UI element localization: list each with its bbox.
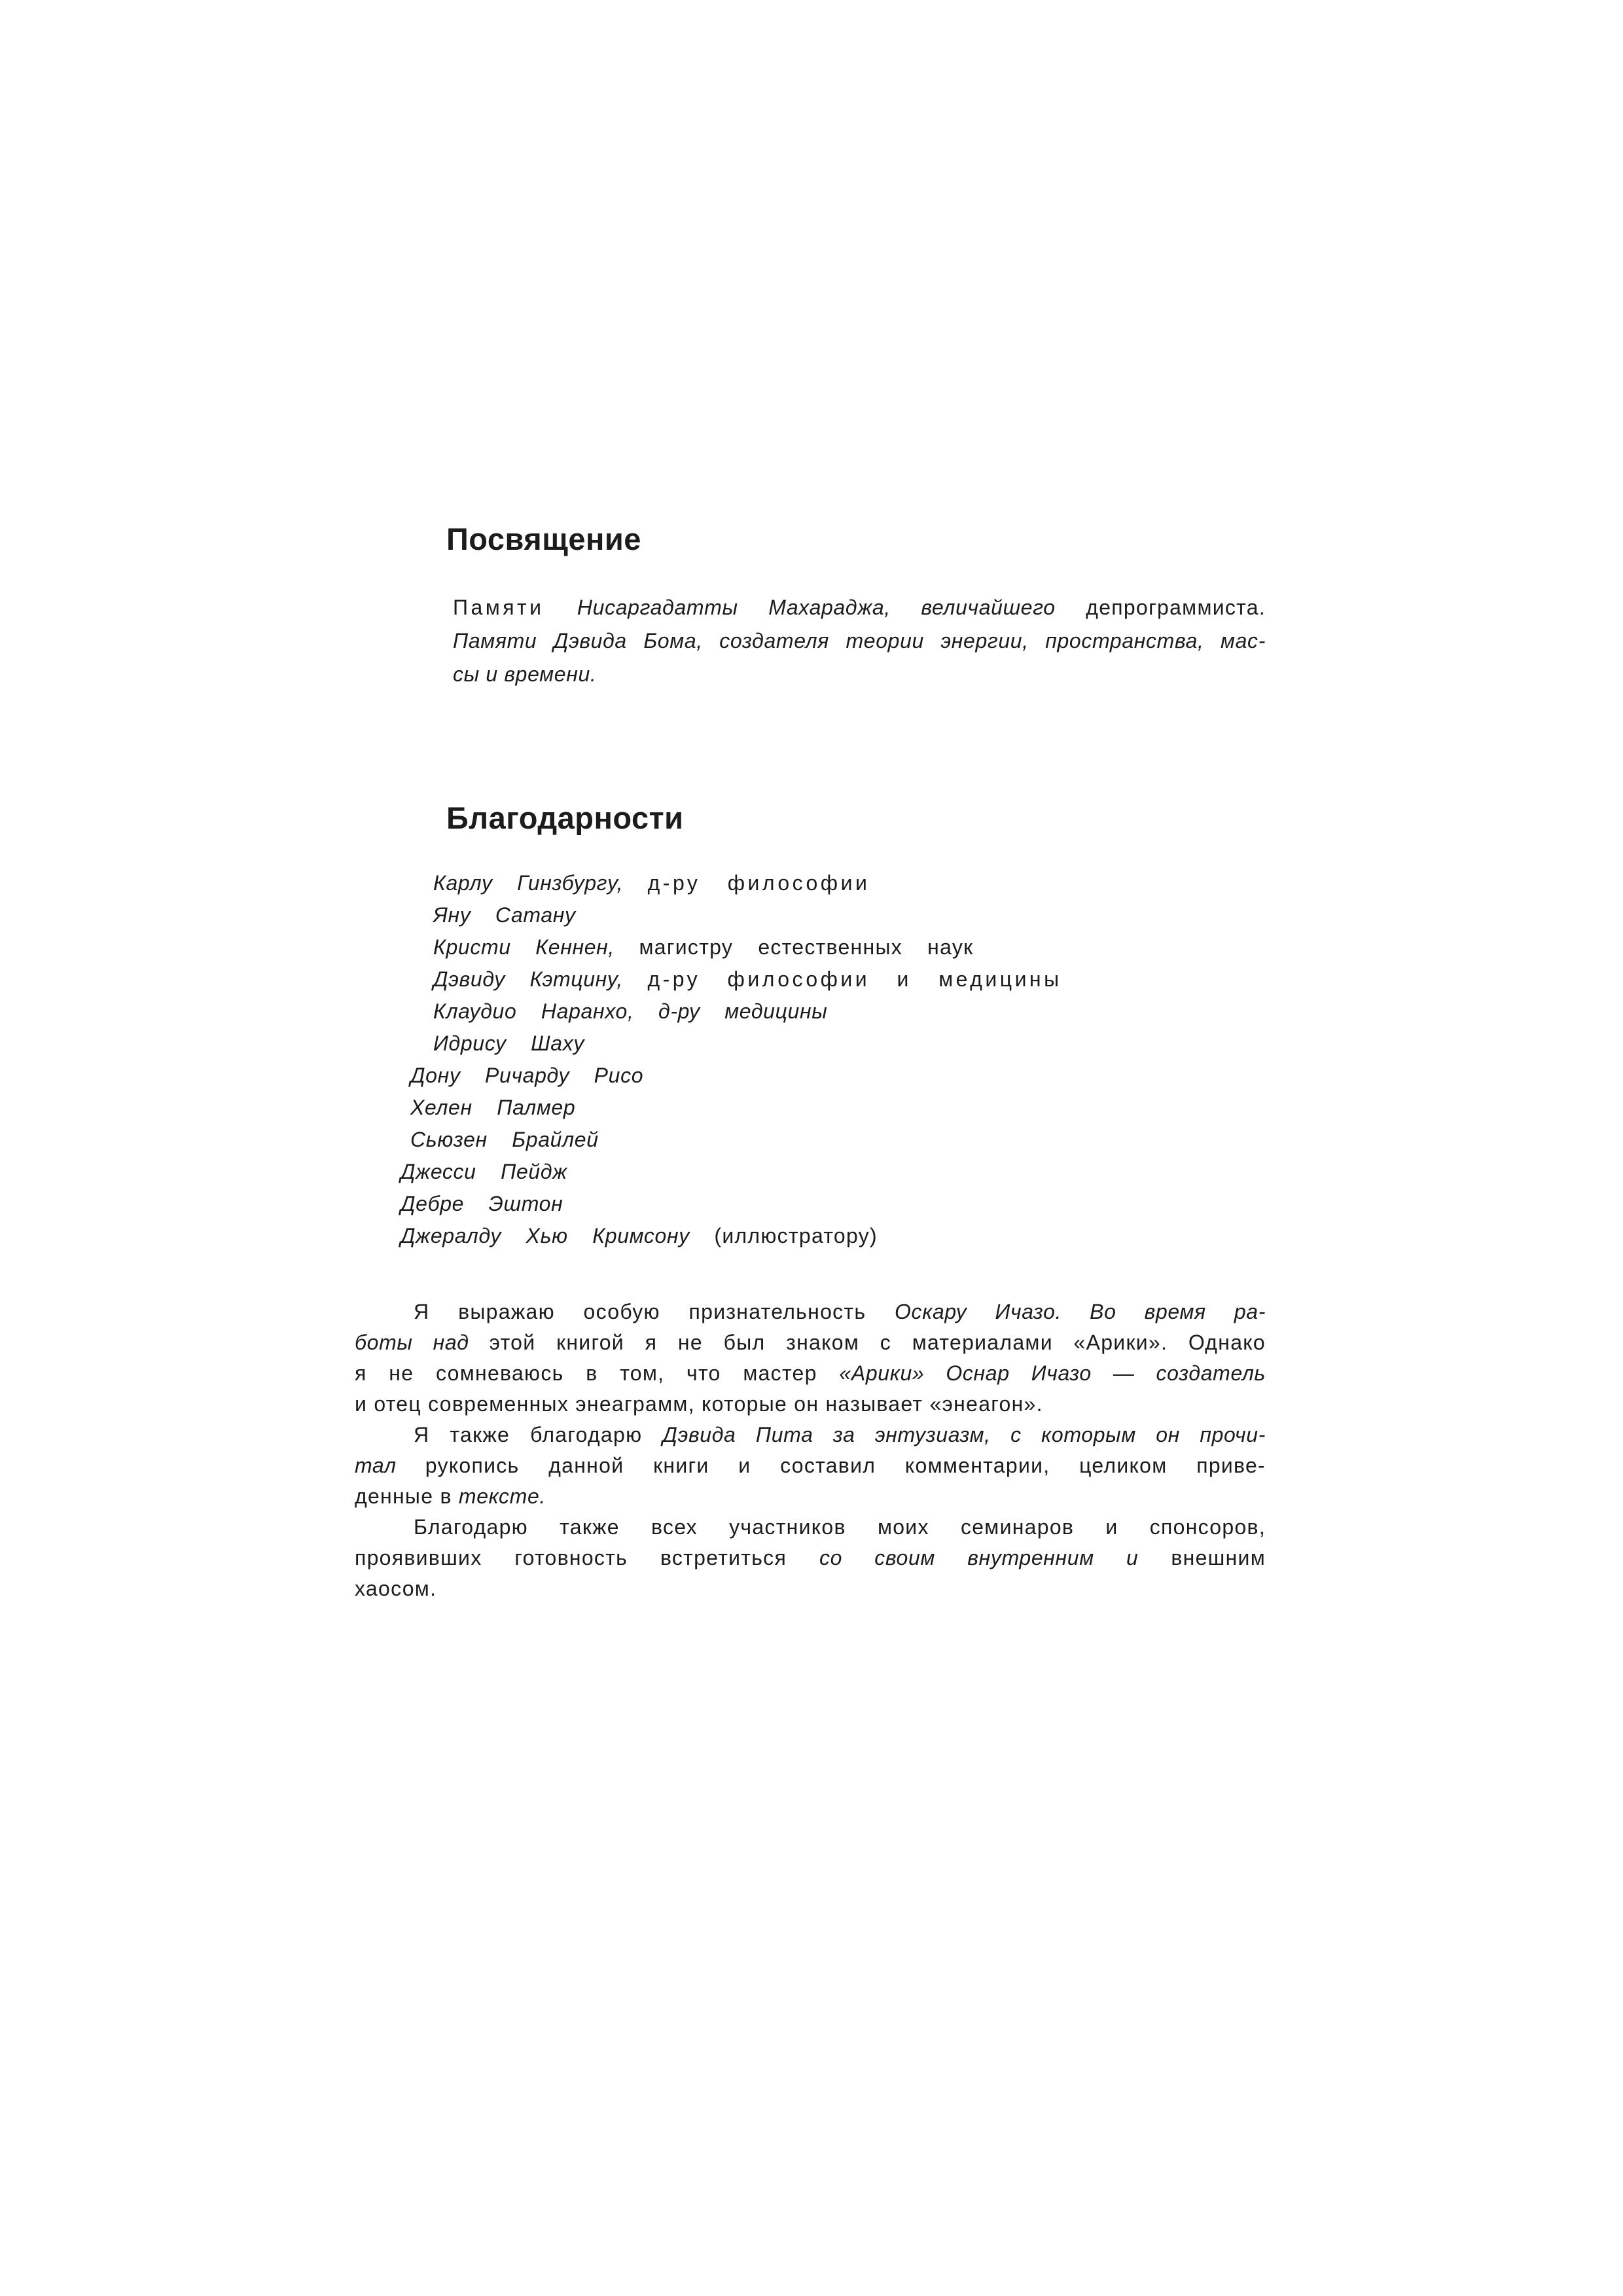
paragraph [355,1420,1266,1512]
text-segment: Клаудио Наранхо, д-ру медицины [433,999,828,1023]
text-line [401,1188,1266,1220]
text-line [410,1092,1266,1124]
text-line [433,1028,1266,1060]
text-segment: Яну Сатану [433,903,576,927]
text-line [355,1327,1266,1358]
acknowledgments-title: Благодарности [446,800,684,835]
text-line [433,931,1266,963]
text-segment: я не сомневаюсь в том, что мастер [355,1361,840,1385]
text-segment: Дэвида Пита за энтузиазм, с которым он прочи- [662,1423,1266,1446]
text-segment: сы и времени. [453,662,597,686]
text-segment: Идрису Шаху [433,1031,584,1055]
text-segment: депрограммиста. [1086,596,1266,619]
text-segment: Я выражаю особую признательность [414,1300,895,1323]
text-segment: проявивших готовность встретиться [355,1546,819,1570]
text-segment: Памяти Дэвида Бома, создателя теории энергии, пространства, мас- [453,629,1266,653]
text-segment: внешним [1138,1546,1266,1570]
text-segment: Карлу Гинзбургу, [433,871,648,895]
text-segment: Дебре Эштон [401,1192,563,1215]
acknowledgments-paragraphs [355,1297,1266,1604]
text-segment: хаосом. [355,1577,437,1600]
text-line [401,1220,1266,1252]
text-line [433,996,1266,1028]
dedication-text [453,591,1266,691]
paragraph [355,1512,1266,1604]
text-segment: Благодарю также всех участников моих семинаров и спонсоров, [414,1515,1266,1539]
text-line [355,1420,1266,1450]
text-line [355,1512,1266,1543]
text-segment: Дону Ричарду Рисо [410,1064,644,1087]
text-segment: Нисаргадатты Махараджа, величайшего [577,596,1086,619]
text-line [355,1543,1266,1573]
text-line [410,1060,1266,1092]
text-segment: со своим внутренним и [819,1546,1139,1570]
text-segment: Джесси Пейдж [401,1160,567,1183]
text-line [453,624,1266,658]
text-segment: д-ру философии [647,871,870,895]
text-segment: д-ру философии и медицины [647,967,1062,991]
text-segment: этой книгой я не был знаком с материалами «Арики». Однако [489,1331,1266,1354]
text-line [453,591,1266,624]
text-segment: Джералду Хью Кримсону [401,1224,715,1247]
text-segment: Памяти [453,596,577,619]
text-segment: Я также благодарю [414,1423,663,1446]
text-line [433,963,1266,996]
text-segment: денные в [355,1484,459,1508]
text-segment: Кристи Кеннен, [433,935,639,959]
text-segment: тексте. [458,1484,546,1508]
text-segment: и отец современных энеаграмм, которые он называет «энеагон». [355,1392,1043,1416]
text-segment: боты над [355,1331,490,1354]
names-list [401,867,1266,1252]
text-segment: рукопись данной книги и составил комментарии, целиком приве- [425,1454,1266,1477]
paragraph [355,1297,1266,1420]
text-line [355,1389,1266,1420]
text-segment: Сьюзен Брайлей [410,1128,599,1151]
text-segment: Оскару Ичазо. Во время ра- [895,1300,1266,1323]
text-segment: (иллюстратору) [714,1224,878,1247]
text-line [355,1450,1266,1481]
text-line [355,1481,1266,1512]
text-line [355,1573,1266,1604]
text-line [355,1297,1266,1327]
acknowledgments-section [355,802,1266,1604]
text-line [433,899,1266,931]
text-line [401,1156,1266,1188]
text-line [355,1358,1266,1389]
text-segment: тал [355,1454,425,1477]
text-line [453,658,1266,691]
text-segment: Дэвиду Кэтцину, [433,967,648,991]
dedication-title: Посвящение [446,522,641,556]
dedication-section [355,524,1266,691]
text-segment: Хелен Палмер [410,1096,576,1119]
text-line [433,867,1266,899]
text-line [410,1124,1266,1156]
text-segment: магистру естественных наук [639,935,974,959]
text-segment: «Арики» Оснар Ичазо — создатель [839,1361,1266,1385]
